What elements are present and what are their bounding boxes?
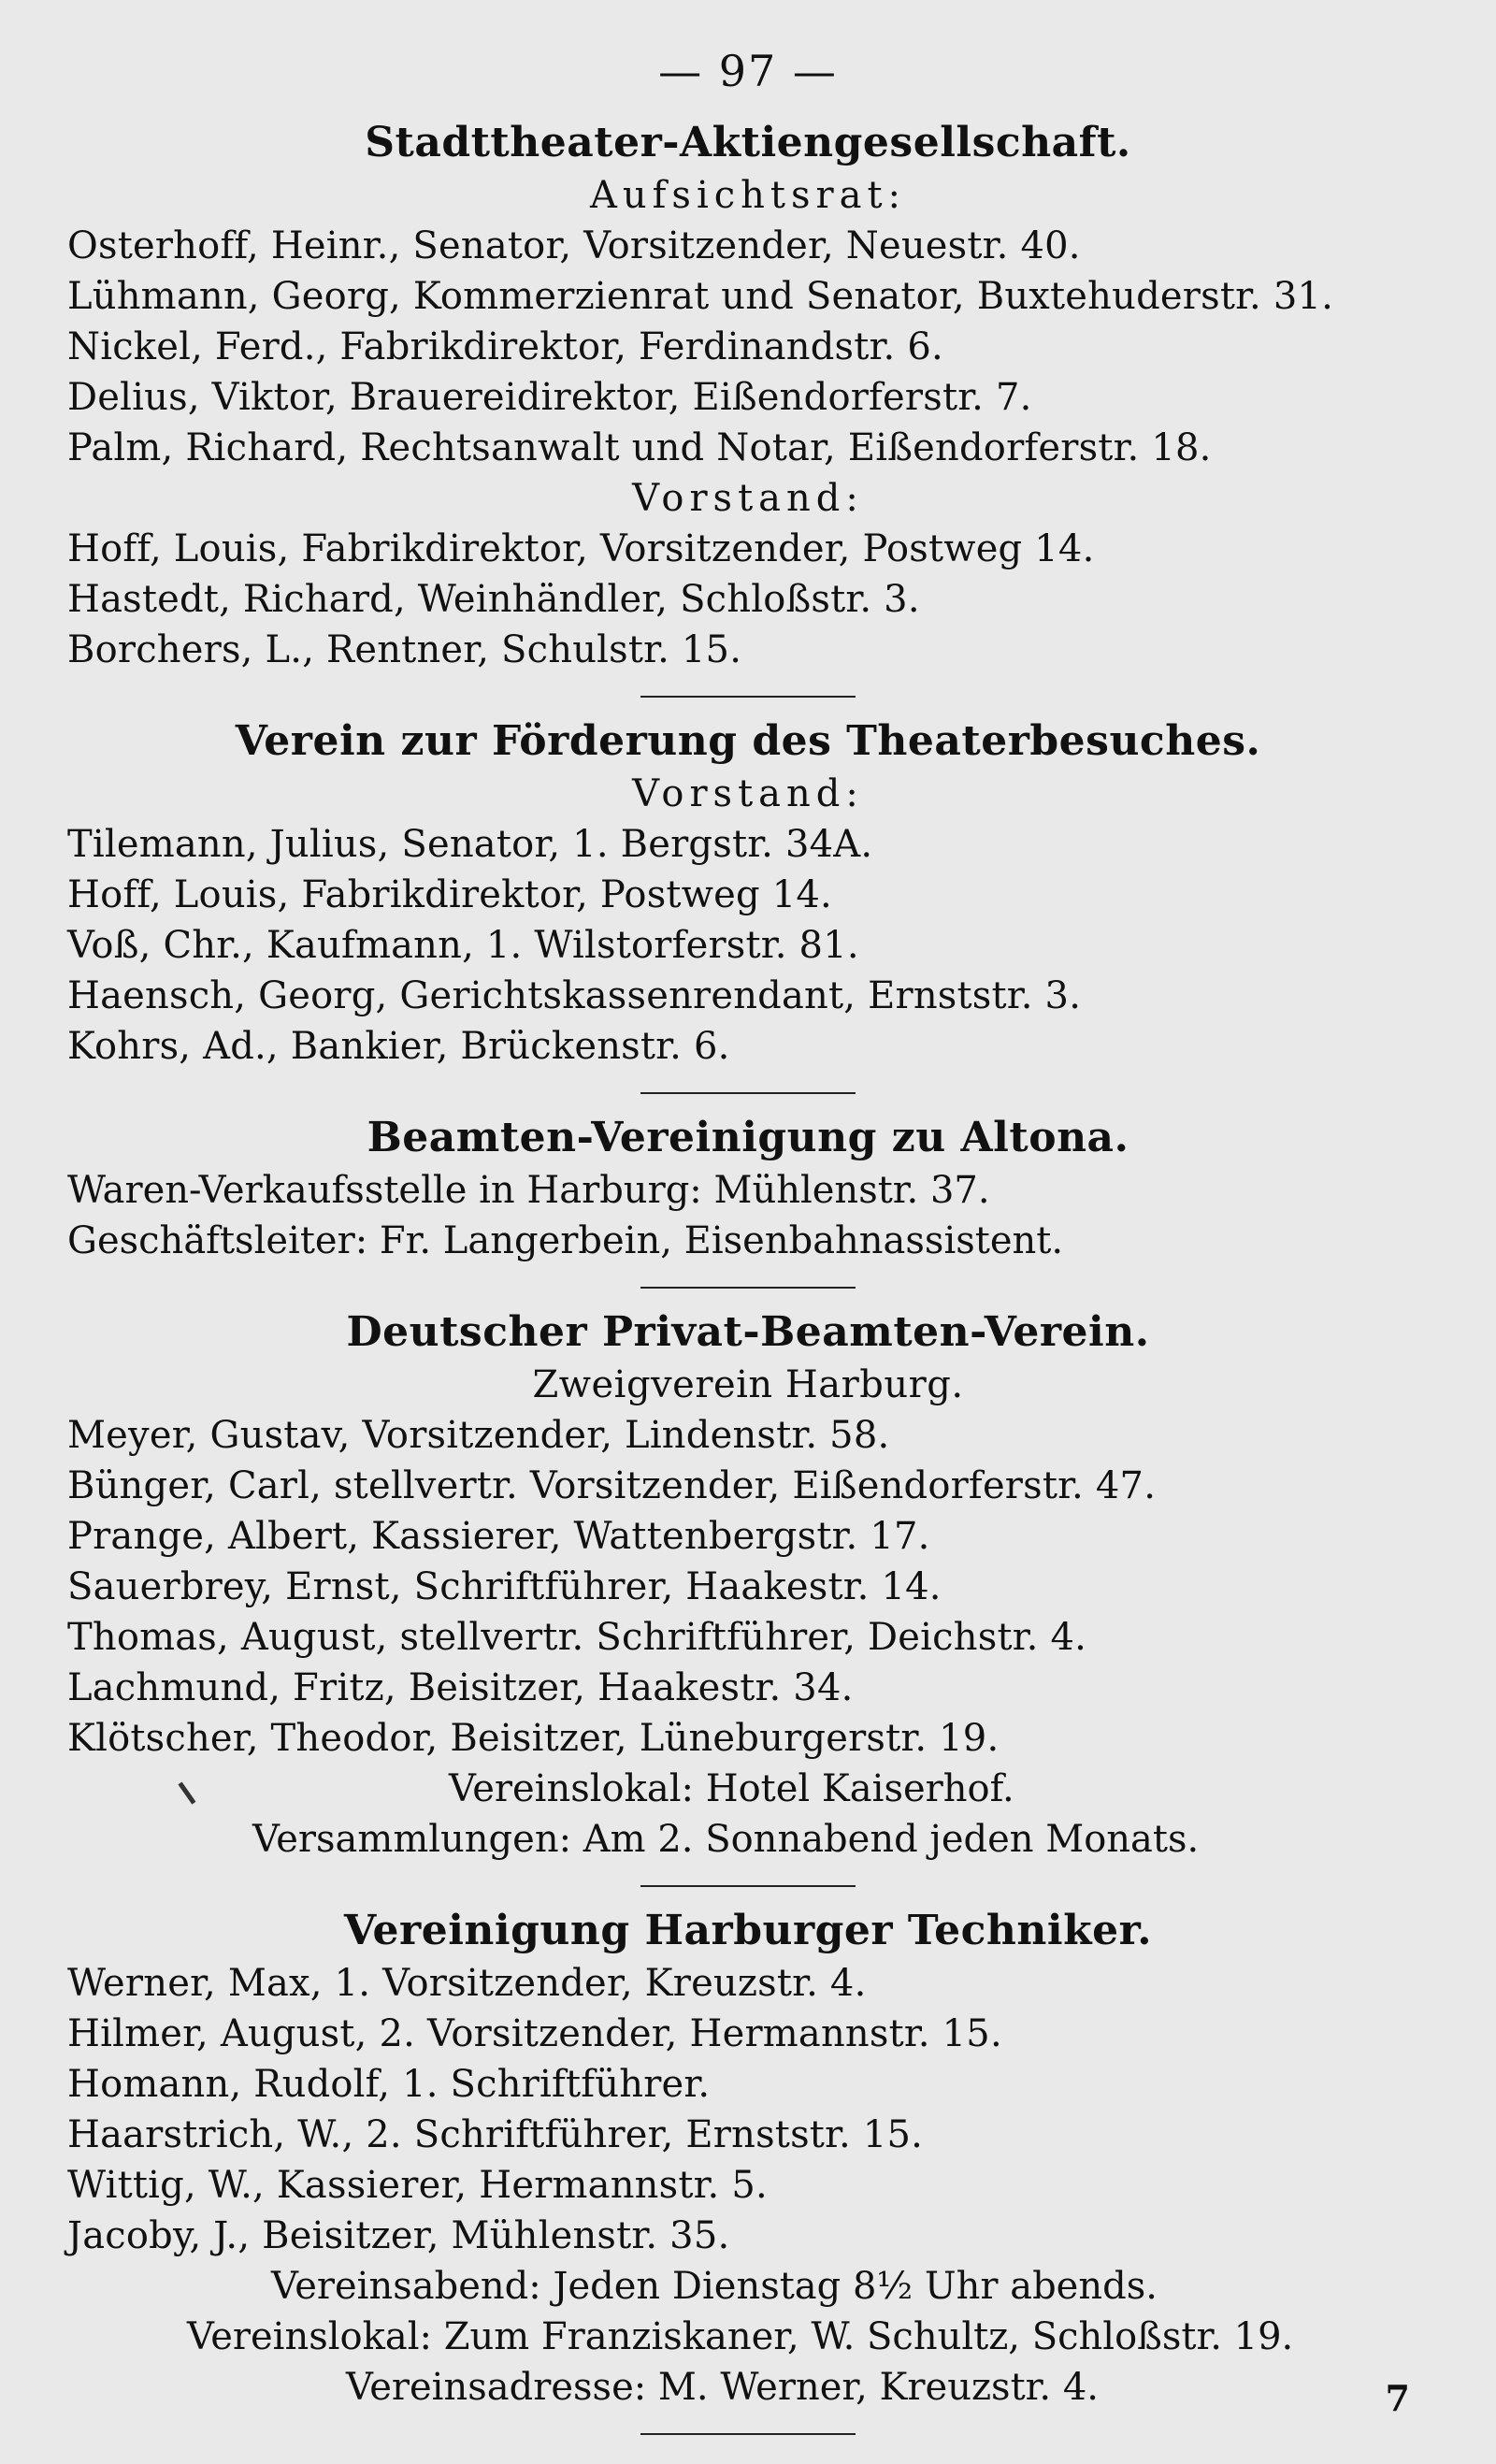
section-notes [56, 1764, 1440, 1865]
list-item: Hoff, Louis, Fabrikdirektor, Vorsitzender, Postweg 14. [67, 527, 1095, 570]
member-list [56, 1410, 1440, 1764]
list-item: Lühmann, Georg, Kommerzienrat und Senator, Buxtehuderstr. 31. [67, 275, 1334, 318]
note-vereinslokal: Vereinslokal: Hotel Kaiserhof. [449, 1767, 1014, 1810]
section-divider [640, 1287, 856, 1289]
member-list-aufsichtsrat [56, 221, 1440, 473]
section-stadttheater [56, 116, 1440, 675]
list-item: Sauerbrey, Ernst, Schriftführer, Haakestr. 14. [67, 1565, 942, 1608]
section-divider [640, 696, 856, 698]
list-item: Jacoby, J., Beisitzer, Mühlenstr. 35. [67, 2214, 730, 2257]
list-item: Hastedt, Richard, Weinhändler, Schloßstr. 3. [67, 578, 920, 621]
section-title: Deutscher Privat-Beamten-Verein. [346, 1308, 1150, 1356]
list-item: Delius, Viktor, Brauereidirektor, Eißendorferstr. 7. [67, 376, 1032, 419]
section-title: Verein zur Förderung des Theaterbesuches. [235, 717, 1261, 765]
list-item: Borchers, L., Rentner, Schulstr. 15. [67, 628, 742, 671]
list-item: Werner, Max, 1. Vorsitzender, Kreuzstr. 4. [67, 1962, 867, 2005]
list-item: Palm, Richard, Rechtsanwalt und Notar, Eißendorferstr. 18. [67, 426, 1212, 469]
list-item: Prange, Albert, Kassierer, Wattenbergstr. 17. [67, 1515, 930, 1558]
list-item: Nickel, Ferd., Fabrikdirektor, Ferdinandstr. 6. [67, 325, 943, 368]
note-vereinsadresse: Vereinsadresse: M. Werner, Kreuzstr. 4. [346, 2366, 1099, 2409]
list-item: Klötscher, Theodor, Beisitzer, Lüneburgerstr. 19. [67, 1717, 1000, 1760]
section-privat-beamten-verein [56, 1305, 1440, 1865]
note-versammlungen: Versammlungen: Am 2. Sonnabend jeden Monats. [252, 1818, 1200, 1861]
section-title: Stadttheater-Aktiengesellschaft. [365, 119, 1131, 166]
member-list-vorstand [56, 819, 1440, 1072]
group-heading-vorstand: Vorstand: [632, 477, 864, 520]
list-item: Hoff, Louis, Fabrikdirektor, Postweg 14. [67, 873, 832, 916]
member-list [56, 1958, 1440, 2261]
list-item: Haensch, Georg, Gerichtskassenrendant, Ernststr. 3. [67, 974, 1082, 1017]
list-item: Kohrs, Ad., Bankier, Brückenstr. 6. [67, 1025, 730, 1068]
group-heading-aufsichtsrat: Aufsichtsrat: [589, 174, 907, 217]
section-title: Beamten-Vereinigung zu Altona. [367, 1114, 1129, 1161]
section-title: Vereinigung Harburger Techniker. [343, 1907, 1153, 1954]
list-item: Wittig, W., Kassierer, Hermannstr. 5. [67, 2164, 768, 2207]
list-item: Osterhoff, Heinr., Senator, Vorsitzender, Neuestr. 40. [67, 224, 1081, 267]
list-item: Meyer, Gustav, Vorsitzender, Lindenstr. 58. [67, 1414, 890, 1457]
section-divider [640, 2433, 856, 2435]
section-beamten-vereinigung [56, 1111, 1440, 1266]
info-line: Waren-Verkaufsstelle in Harburg: Mühlenstr. 37. [67, 1169, 990, 1212]
section-subtitle: Zweigverein Harburg. [532, 1363, 964, 1406]
section-harburger-techniker [56, 1904, 1440, 2413]
section-notes [56, 2261, 1440, 2413]
list-item: Thomas, August, stellvertr. Schriftführer, Deichstr. 4. [67, 1616, 1087, 1659]
note-vereinslokal: Vereinslokal: Zum Franziskaner, W. Schultz, Schloßstr. 19. [187, 2315, 1294, 2358]
note-vereinsabend: Vereinsabend: Jeden Dienstag 8½ Uhr abends. [271, 2265, 1158, 2308]
list-item: Hilmer, August, 2. Vorsitzender, Hermannstr. 15. [67, 2012, 1002, 2055]
list-item: Bünger, Carl, stellvertr. Vorsitzender, Eißendorferstr. 47. [67, 1464, 1157, 1507]
member-list-vorstand [56, 524, 1440, 675]
section-theaterbesuch [56, 714, 1440, 1072]
info-line: Geschäftsleiter: Fr. Langerbein, Eisenbahnassistent. [67, 1219, 1064, 1262]
signature-number: 7 [1385, 2377, 1410, 2419]
section-divider [640, 1885, 856, 1887]
list-item: Tilemann, Julius, Senator, 1. Bergstr. 34A. [67, 823, 873, 866]
page-number: — 97 — [658, 46, 838, 96]
list-item: Lachmund, Fritz, Beisitzer, Haakestr. 34. [67, 1666, 854, 1709]
list-item: Haarstrich, W., 2. Schriftführer, Ernststr. 15. [67, 2113, 924, 2156]
list-item: Homann, Rudolf, 1. Schriftführer. [67, 2063, 711, 2106]
list-item: Voß, Chr., Kaufmann, 1. Wilstorferstr. 81. [67, 924, 859, 967]
group-heading-vorstand: Vorstand: [632, 772, 864, 815]
section-divider [640, 1092, 856, 1094]
